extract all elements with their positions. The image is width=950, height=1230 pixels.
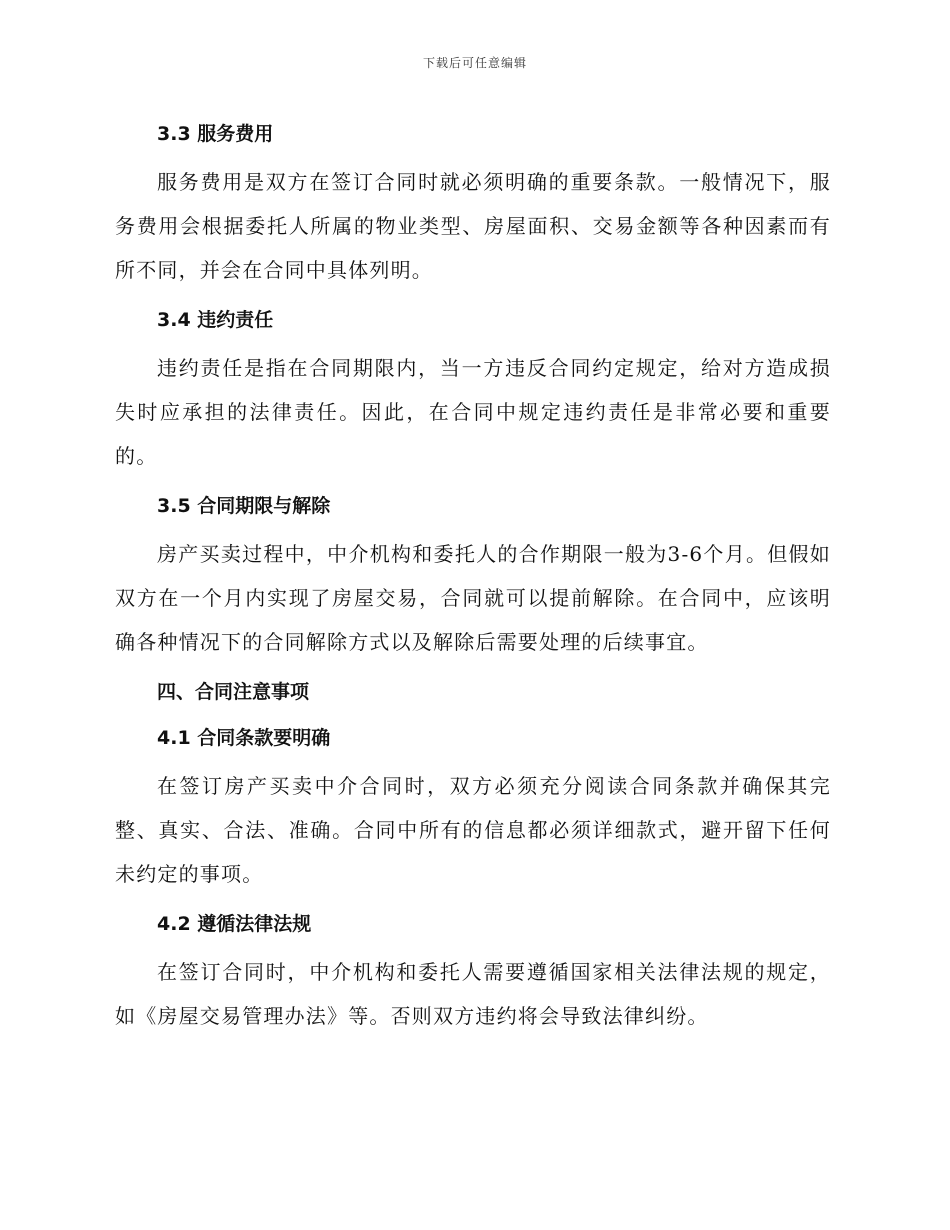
section-heading-3-3: 3.3 服务费用 [157, 123, 274, 145]
section-paragraph-3-3: 服务费用是双方在签订合同时就必须明确的重要条款。一般情况下，服务费用会根据委托人所属的物业类型、房屋面积、交易金额等各种因素而有所不同，并会在合同中具体列明。 [115, 170, 831, 282]
section-heading-3-4: 3.4 违约责任 [157, 309, 274, 331]
chapter-heading-4: 四、合同注意事项 [157, 681, 310, 703]
page-header: 下载后可任意编辑 [422, 56, 527, 70]
document-body [115, 112, 831, 1048]
section-heading-3-5: 3.5 合同期限与解除 [157, 495, 331, 517]
section-paragraph-4-1: 在签订房产买卖中介合同时，双方必须充分阅读合同条款并确保其完整、真实、合法、准确。合同中所有的信息都必须详细款式，避开留下任何未约定的事项。 [115, 774, 831, 886]
section-heading-4-1: 4.1 合同条款要明确 [157, 727, 331, 749]
section-paragraph-3-4: 违约责任是指在合同期限内，当一方违反合同约定规定，给对方造成损失时应承担的法律责任。因此，在合同中规定违约责任是非常必要和重要的。 [115, 356, 831, 468]
section-heading-4-2: 4.2 遵循法律法规 [157, 913, 312, 935]
section-paragraph-3-5: 房产买卖过程中，中介机构和委托人的合作期限一般为3-6个月。但假如双方在一个月内实现了房屋交易，合同就可以提前解除。在合同中，应该明确各种情况下的合同解除方式以及解除后需要处理的后续事宜。 [115, 542, 831, 654]
section-paragraph-4-2: 在签订合同时，中介机构和委托人需要遵循国家相关法律法规的规定，如《房屋交易管理办法》等。否则双方违约将会导致法律纠纷。 [115, 960, 831, 1028]
